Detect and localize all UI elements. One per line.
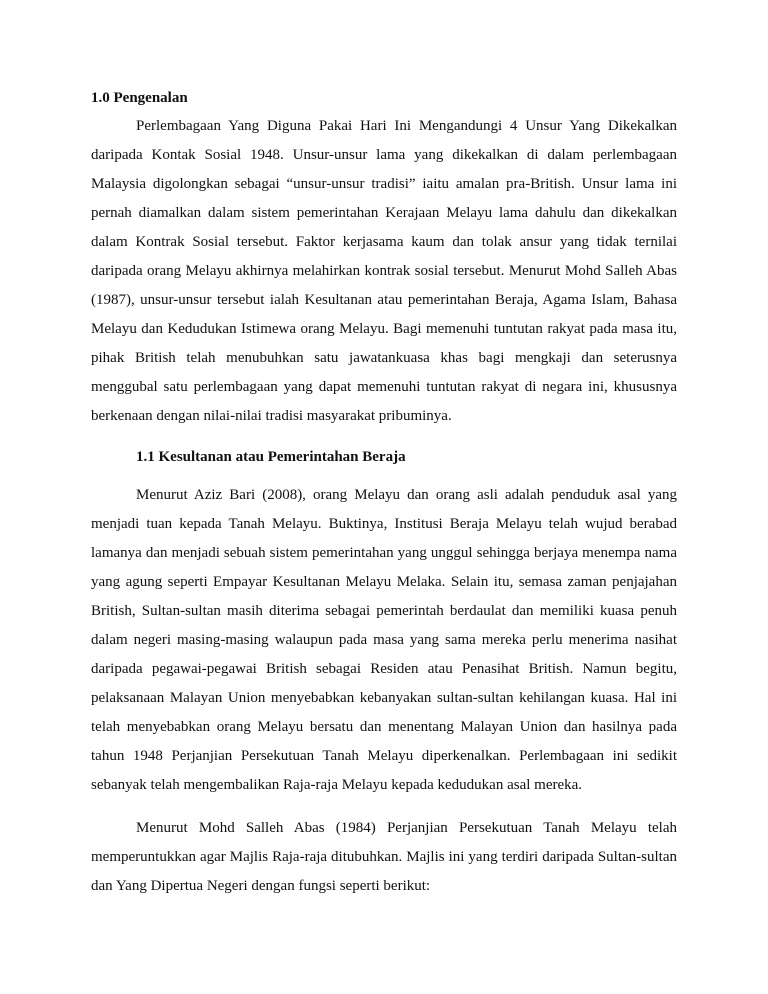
paragraph-kesultanan-1: Menurut Aziz Bari (2008), orang Melayu dan orang asli adalah penduduk asal yang menjadi tuan kepada Tanah Melayu. Buktinya, Institusi Beraja Melayu telah wujud berabad lamanya dan menjadi sebuah sistem pemerintahan yang unggul sehingga berjaya menempa nama yang agung seperti Empayar Kesultanan Melayu Melaka. Selain itu, semasa zaman penjajahan British, Sultan-sultan masih diterima sebagai pemerintah berdaulat dan memiliki kuasa penuh dalam negeri masing-masing walaupun pada masa yang sama mereka perlu menerima nasihat daripada pegawai-pegawai British sebagai Residen atau Penasihat British. Namun begitu, pelaksanaan Malayan Union menyebabkan kebanyakan sultan-sultan kehilangan kuasa. Hal ini telah menyebabkan orang Melayu bersatu dan menentang Malayan Union dan hasilnya pada tahun 1948 Perjanjian Persekutuan Tanah Melayu diperkenalkan. Perlembagaan ini sedikit sebanyak telah mengembalikan Raja-raja Melayu kepada kedudukan asal mereka.	[91, 487, 677, 793]
paragraph-pengenalan: Perlembagaan Yang Diguna Pakai Hari Ini Mengandungi 4 Unsur Yang Dikekalkan daripada Kontak Sosial 1948. Unsur-unsur lama yang dikekalkan di dalam perlembagaan Malaysia digolongkan sebagai “unsur-unsur tradisi” iaitu amalan pra-British. Unsur lama ini pernah diamalkan dalam sistem pemerintahan Kerajaan Melayu lama dahulu dan dikekalkan dalam Kontrak Sosial tersebut. Faktor kerjasama kaum dan tolak ansur yang tidak ternilai daripada orang Melayu akhirnya melahirkan kontrak sosial tersebut. Menurut Mohd Salleh Abas (1987), unsur-unsur tersebut ialah Kesultanan atau pemerintahan Beraja, Agama Islam, Bahasa Melayu dan Kedudukan Istimewa orang Melayu. Bagi memenuhi tuntutan rakyat pada masa itu, pihak British telah menubuhkan satu jawatankuasa khas bagi mengkaji dan seterusnya menggubal satu perlembagaan yang dapat memenuhi tuntutan rakyat di negara ini, khususnya berkenaan dengan nilai-nilai tradisi masyarakat pribuminya.	[91, 118, 677, 424]
paragraph-kesultanan-2: Menurut Mohd Salleh Abas (1984) Perjanjian Persekutuan Tanah Melayu telah memperuntukkan agar Majlis Raja-raja ditubuhkan. Majlis ini yang terdiri daripada Sultan-sultan dan Yang Dipertua Negeri dengan fungsi seperti berikut:	[91, 820, 677, 894]
section-heading-pengenalan: 1.0 Pengenalan	[91, 90, 188, 106]
section-heading-kesultanan: 1.1 Kesultanan atau Pemerintahan Beraja	[136, 449, 406, 465]
